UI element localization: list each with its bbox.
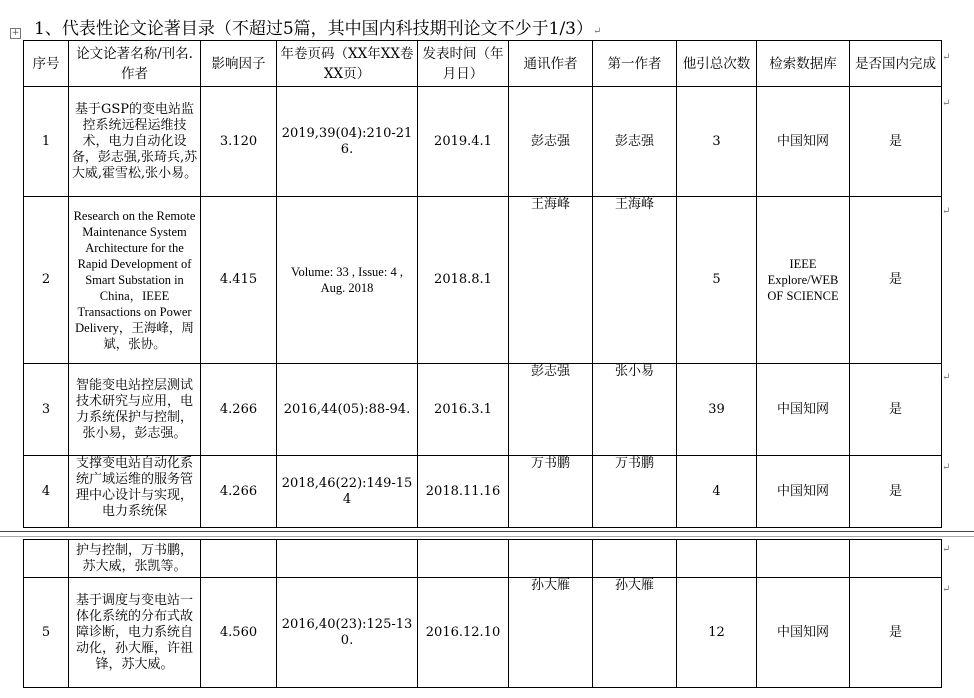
cell-date: 2019.4.1 (418, 87, 509, 197)
cell-impact: 3.120 (201, 87, 277, 197)
row-end-mark-icon: ↵ (942, 584, 951, 595)
header-date: 发表时间（年月日） (418, 41, 509, 87)
cell-db: IEEE Explore/WEB OF SCIENCE (757, 197, 850, 364)
cell-name: 支撑变电站自动化系统广域运维的服务管理中心设计与实现，电力系统保 (69, 456, 201, 528)
cell-impact: 4.560 (201, 578, 277, 688)
page-break (0, 528, 974, 537)
cell-cites: 3 (677, 87, 757, 197)
cell-db: 中国知网 (757, 456, 850, 528)
header-first: 第一作者 (593, 41, 677, 87)
cell-cites: 4 (677, 456, 757, 528)
cell-no: 5 (24, 578, 69, 688)
table-move-handle-icon[interactable]: + (11, 28, 20, 38)
header-no: 序号 (24, 41, 69, 87)
cell-corr: 彭志强 (509, 364, 593, 456)
cell-corr: 孙大雁 (509, 578, 593, 688)
cell-pages: 2016,40(23):125-130. (277, 578, 418, 688)
cell-name: 基于调度与变电站一体化系统的分布式故障诊断，电力系统自动化，孙大雁，许祖锋，苏大威。 (69, 578, 201, 688)
cell-domestic: 是 (850, 456, 942, 528)
cell-domestic: 是 (850, 364, 942, 456)
cell-corr: 王海峰 (509, 197, 593, 364)
cell-date: 2016.12.10 (418, 578, 509, 688)
cell-db: 中国知网 (757, 87, 850, 197)
row-end-mark-icon: ↵ (942, 462, 951, 473)
header-corr: 通讯作者 (509, 41, 593, 87)
cell-db: 中国知网 (757, 364, 850, 456)
table-header-row (24, 41, 942, 87)
cell-no: 4 (24, 456, 69, 528)
cell-impact: 4.266 (201, 456, 277, 528)
cell-pages: Volume: 33 , Issue: 4 , Aug. 2018 (277, 197, 418, 364)
row-end-mark-icon: ↵ (942, 98, 951, 109)
section-title: 1、代表性论文论著目录（不超过5篇，其中国内科技期刊论文不少于1/3）↵ (34, 19, 602, 39)
cell-pages: 2018,46(22):149-154 (277, 456, 418, 528)
cell-domestic: 是 (850, 87, 942, 197)
header-cites: 他引总次数 (677, 41, 757, 87)
table-row (24, 197, 942, 364)
header-impact: 影响因子 (201, 41, 277, 87)
cell-name: 智能变电站控层测试技术研究与应用，电力系统保护与控制，张小易，彭志强。 (69, 364, 201, 456)
cell-impact: 4.415 (201, 197, 277, 364)
header-pages: 年卷页码（XX年XX卷XX页） (277, 41, 418, 87)
cell-pages: 2016,44(05):88-94. (277, 364, 418, 456)
header-name: 论文论著名称/刊名.作者 (69, 41, 201, 87)
cell-cites: 12 (677, 578, 757, 688)
table-row (24, 578, 942, 688)
cell-cites: 39 (677, 364, 757, 456)
cell-date: 2018.11.16 (418, 456, 509, 528)
row-end-mark-icon: ↵ (942, 206, 951, 217)
cell-db: 中国知网 (757, 578, 850, 688)
cell-corr: 万书鹏 (509, 456, 593, 528)
cell-name: Research on the Remote Maintenance System Architecture for the Rapid Development of Smart Substation in China，IEEE Transactions on Power Delivery，王海峰，周斌，张协。 (69, 197, 201, 364)
cell-first: 彭志强 (593, 87, 677, 197)
header-domestic: 是否国内完成 (850, 41, 942, 87)
cell-first: 张小易 (593, 364, 677, 456)
row-end-mark-icon: ↵ (942, 544, 951, 555)
cell-first: 孙大雁 (593, 578, 677, 688)
cell-domestic: 是 (850, 197, 942, 364)
cell-first: 万书鹏 (593, 456, 677, 528)
cell-corr: 彭志强 (509, 87, 593, 197)
cell-date: 2018.8.1 (418, 197, 509, 364)
cell-name: 基于GSP的变电站监控系统远程运维技术，电力自动化设备，彭志强,张琦兵,苏大威,霍雪松,张小易。 (69, 87, 201, 197)
papers-table-page1 (23, 40, 942, 528)
cell-first: 王海峰 (593, 197, 677, 364)
table-row (24, 87, 942, 197)
table-row (24, 364, 942, 456)
cell-date: 2016.3.1 (418, 364, 509, 456)
table-row (24, 456, 942, 528)
row-end-mark-icon: ↵ (942, 52, 951, 63)
cell-no: 1 (24, 87, 69, 197)
cell-impact: 4.266 (201, 364, 277, 456)
header-db: 检索数据库 (757, 41, 850, 87)
cell-no: 3 (24, 364, 69, 456)
cell-no: 2 (24, 197, 69, 364)
cell-domestic: 是 (850, 578, 942, 688)
table-row-continued (24, 540, 942, 578)
row-end-mark-icon: ↵ (942, 372, 951, 383)
cell-pages: 2019,39(04):210-216. (277, 87, 418, 197)
cell-name: 护与控制，万书鹏，苏大威，张凯等。 (69, 540, 201, 578)
cell-cites: 5 (677, 197, 757, 364)
papers-table-page2 (23, 539, 942, 688)
